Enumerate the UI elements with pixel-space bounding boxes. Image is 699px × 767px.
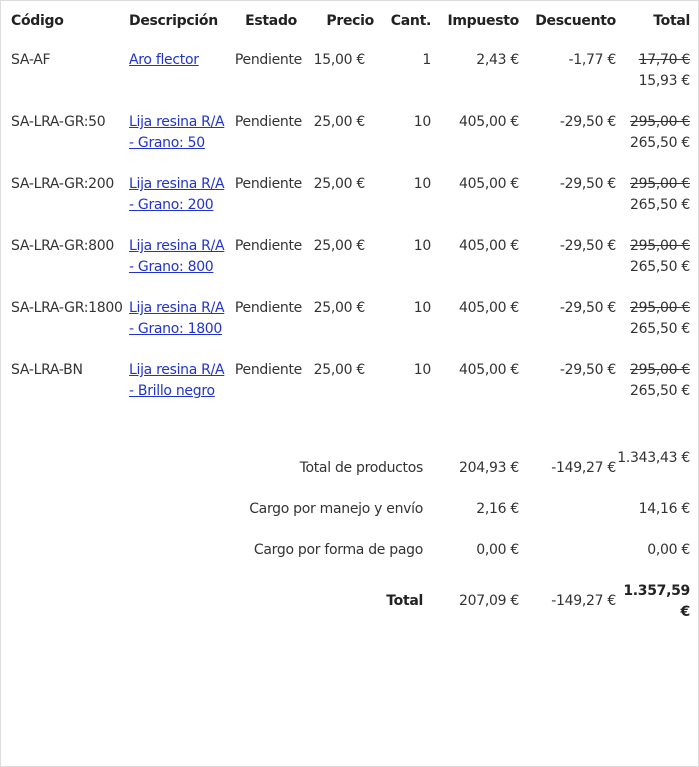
item-tax: 405,00 € [459,362,519,378]
item-code: SA-LRA-GR:1800 [11,300,123,316]
item-product-link[interactable]: Lija resina R/A - Grano: 50 [129,114,225,151]
summary-tax: 0,00 € [476,542,519,558]
summary-row-shipping [1,499,699,540]
item-tax: 405,00 € [459,176,519,192]
item-total-original: 295,00 € [630,238,690,254]
item-price: 25,00 € [313,300,365,316]
item-total [616,112,699,174]
item-qty: 10 [413,176,431,192]
item-tax: 405,00 € [459,238,519,254]
item-code: SA-LRA-GR:800 [11,238,114,254]
summary-row-products [1,422,699,499]
summary-row-grand-total [1,581,699,643]
summary-tax: 2,16 € [476,501,519,517]
table-row [1,360,699,422]
summary-label: Cargo por forma de pago [253,542,423,558]
item-product-link[interactable]: Lija resina R/A - Grano: 1800 [129,300,225,337]
item-price: 15,00 € [313,52,365,68]
item-status: Pendiente [234,300,302,316]
table-header-row [1,1,699,43]
order-items-table [1,1,699,643]
item-product-link[interactable]: Aro flector [129,52,199,68]
item-status: Pendiente [234,176,302,192]
item-discount: -29,50 € [559,362,616,378]
summary-total: 1.343,43 € [617,450,690,466]
table-row [1,236,699,298]
item-tax: 2,43 € [476,52,519,68]
item-total [616,174,699,236]
col-header-description: Descripción [129,13,218,29]
summary-discount [519,499,616,540]
item-total [616,298,699,360]
item-tax: 405,00 € [459,114,519,130]
item-product-link[interactable]: Lija resina R/A - Grano: 800 [129,238,225,275]
item-total-original: 295,00 € [630,114,690,130]
item-qty: 10 [413,300,431,316]
item-discount: -29,50 € [559,300,616,316]
grand-total-label: Total [386,593,423,609]
item-total-discounted: 265,50 € [630,197,690,213]
col-header-status: Estado [245,13,297,29]
item-price: 25,00 € [313,238,365,254]
item-status: Pendiente [234,52,302,68]
summary-discount [519,540,616,581]
item-discount: -1,77 € [568,52,616,68]
grand-total-value: 1.357,59 € [623,583,690,620]
item-status: Pendiente [234,114,302,130]
item-status: Pendiente [234,362,302,378]
item-code: SA-AF [11,52,51,68]
col-header-code: Código [11,13,64,29]
item-total-discounted: 265,50 € [630,321,690,337]
item-total-original: 295,00 € [630,176,690,192]
item-code: SA-LRA-GR:50 [11,114,106,130]
item-price: 25,00 € [313,176,365,192]
col-header-qty: Cant. [390,13,431,29]
summary-total: 0,00 € [647,542,690,558]
table-row [1,174,699,236]
grand-total-tax: 207,09 € [459,593,519,609]
item-price: 25,00 € [313,114,365,130]
item-discount: -29,50 € [559,176,616,192]
order-items [1,43,699,422]
item-discount: -29,50 € [559,114,616,130]
item-code: SA-LRA-BN [11,362,83,378]
item-total-discounted: 265,50 € [630,135,690,151]
item-qty: 10 [413,362,431,378]
item-total-original: 295,00 € [630,362,690,378]
grand-total-discount: -149,27 € [551,593,616,609]
order-summary [1,422,699,643]
col-header-price: Precio [326,13,374,29]
item-qty: 1 [422,52,431,68]
item-discount: -29,50 € [559,238,616,254]
summary-label: Cargo por manejo y envío [249,501,423,517]
summary-tax: 204,93 € [459,460,519,476]
item-total [616,360,699,422]
item-total [616,43,699,112]
item-total-discounted: 265,50 € [630,383,690,399]
col-header-discount: Descuento [535,13,616,29]
item-tax: 405,00 € [459,300,519,316]
item-status: Pendiente [234,238,302,254]
item-total [616,236,699,298]
item-code: SA-LRA-GR:200 [11,176,114,192]
item-total-discounted: 15,93 € [638,73,690,89]
summary-total: 14,16 € [638,501,690,517]
summary-row-payment [1,540,699,581]
table-row [1,112,699,174]
item-product-link[interactable]: Lija resina R/A - Grano: 200 [129,176,225,213]
item-product-link[interactable]: Lija resina R/A - Brillo negro [129,362,225,399]
item-qty: 10 [413,238,431,254]
table-row [1,298,699,360]
summary-label: Total de productos [299,460,423,476]
item-total-discounted: 265,50 € [630,259,690,275]
item-total-original: 17,70 € [638,52,690,68]
item-total-original: 295,00 € [630,300,690,316]
summary-discount: -149,27 € [551,460,616,476]
col-header-tax: Impuesto [447,13,519,29]
item-price: 25,00 € [313,362,365,378]
item-qty: 10 [413,114,431,130]
table-row [1,43,699,112]
col-header-total: Total [653,13,690,29]
